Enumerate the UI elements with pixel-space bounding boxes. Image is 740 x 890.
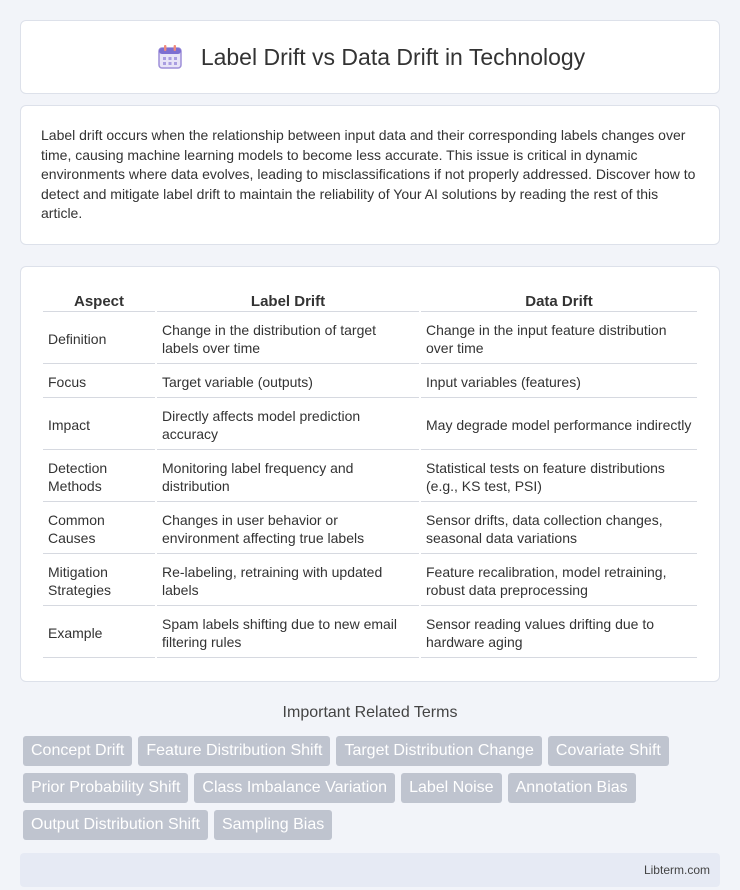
table-header-row [43, 289, 697, 312]
related-terms-title: Important Related Terms [282, 703, 458, 721]
table-row [43, 608, 697, 658]
page-title: Label Drift vs Data Drift in Technology [200, 43, 586, 70]
cell-data-drift: Input variables (features) [421, 366, 697, 398]
tag-covariate-shift[interactable]: Covariate Shift [548, 736, 669, 766]
cell-label-drift: Spam labels shifting due to new email filtering rules [157, 608, 419, 658]
cell-label-drift: Monitoring label frequency and distribution [157, 452, 419, 502]
table-row [43, 452, 697, 502]
cell-label-drift: Directly affects model prediction accuracy [157, 400, 419, 450]
header-aspect: Aspect [43, 289, 155, 312]
intro-text: Label drift occurs when the relationship between input data and their corresponding labels changes over time, causing machine learning models to become less accurate. This issue is critical in dynamic environments where data evolves, leading to misclassifications if not properly addressed. Discover how to detect and mitigate label drift to maintain the reliability of Your AI solutions by reading the rest of this article. [41, 127, 696, 222]
cell-data-drift: Sensor reading values drifting due to hardware aging [421, 608, 697, 658]
tag-concept-drift[interactable]: Concept Drift [23, 736, 132, 766]
table-row [43, 400, 697, 450]
cell-aspect: Example [43, 608, 155, 658]
cell-data-drift: Change in the input feature distribution over time [421, 314, 697, 364]
cell-data-drift: Feature recalibration, model retraining, robust data preprocessing [421, 556, 697, 606]
tag-prior-probability-shift[interactable]: Prior Probability Shift [23, 773, 188, 803]
header-data-drift: Data Drift [421, 289, 697, 312]
cell-label-drift: Re-labeling, retraining with updated labels [157, 556, 419, 606]
cell-aspect: Focus [43, 366, 155, 398]
cell-aspect: Detection Methods [43, 452, 155, 502]
tag-feature-distribution-shift[interactable]: Feature Distribution Shift [138, 736, 330, 766]
table-row [43, 556, 697, 606]
table-row [43, 366, 697, 398]
cell-label-drift: Changes in user behavior or environment affecting true labels [157, 504, 419, 554]
table-row [43, 504, 697, 554]
footer-site-link[interactable]: Libterm.com [643, 862, 710, 877]
table-row [43, 314, 697, 364]
calendar-icon [155, 42, 185, 72]
comparison-card [20, 266, 720, 682]
footer [20, 853, 720, 887]
tag-output-distribution-shift[interactable]: Output Distribution Shift [23, 810, 208, 840]
intro-card [20, 105, 720, 245]
cell-aspect: Common Causes [43, 504, 155, 554]
tag-target-distribution-change[interactable]: Target Distribution Change [336, 736, 541, 766]
header-card [20, 20, 720, 94]
related-terms-tags [20, 736, 720, 840]
cell-data-drift: May degrade model performance indirectly [421, 400, 697, 450]
header-label-drift: Label Drift [157, 289, 419, 312]
cell-data-drift: Sensor drifts, data collection changes, seasonal data variations [421, 504, 697, 554]
comparison-table [41, 287, 699, 660]
cell-aspect: Impact [43, 400, 155, 450]
cell-label-drift: Target variable (outputs) [157, 366, 419, 398]
cell-aspect: Definition [43, 314, 155, 364]
tag-sampling-bias[interactable]: Sampling Bias [214, 810, 332, 840]
cell-label-drift: Change in the distribution of target labels over time [157, 314, 419, 364]
tag-annotation-bias[interactable]: Annotation Bias [508, 773, 636, 803]
tag-class-imbalance-variation[interactable]: Class Imbalance Variation [194, 773, 395, 803]
cell-aspect: Mitigation Strategies [43, 556, 155, 606]
tag-label-noise[interactable]: Label Noise [401, 773, 502, 803]
cell-data-drift: Statistical tests on feature distributions (e.g., KS test, PSI) [421, 452, 697, 502]
